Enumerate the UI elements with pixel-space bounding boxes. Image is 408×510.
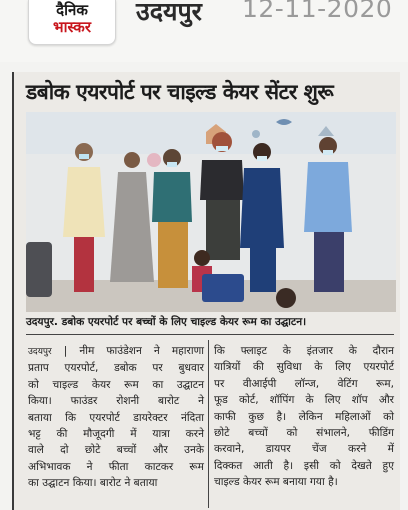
article-line: यात्रियों की सुविधा के लिए एयरपोर्ट [214,361,394,374]
article-line: वाले दो छोटे बच्चों और उनके [28,444,204,457]
clipping-left-rule [12,72,14,510]
article-line: कि फ्लाइट के इंतजार के दौरान [214,345,394,357]
event-photo [26,112,396,312]
newspaper-logo [28,0,116,45]
column-divider [208,340,209,508]
article-line: अभिभावक ने फीता काटकर रूम [28,460,204,473]
article-line: छोटे बच्चों को संभालने, फीडिंग [214,427,394,440]
article-column-1 [28,343,204,492]
article-column-2 [214,343,394,491]
article-line: उदयपुर | नीम फाउंडेशन ने महाराणा [28,345,204,357]
article-line: किया। फाउंडर रोशनी बारोट ने [28,395,204,408]
article-line: भट्ट की मौजूदगी में यात्रा करने [28,428,204,441]
article-line: प्रताप एयरपोर्ट, डबोक पर बुधवार [28,362,204,375]
header-bar [0,0,408,62]
article-headline: डबोक एयरपोर्ट पर चाइल्ड केयर सेंटर शुरू [26,80,334,104]
publish-date: 12-11-2020 [242,0,393,23]
photo-caption: उदयपुर. डबोक एयरपोर्ट पर बच्चों के लिए चाइल्ड केयर रूम का उद्घाटन। [26,316,307,328]
article-line: दिक्कत आती है। इसी को देखते हुए [214,459,394,472]
article-line: फूड कोर्ट, शॉपिंग के लिए शॉप और [214,394,394,407]
article-line: चाइल्ड केयर रूम बनाया गया है। [214,476,338,489]
caption-divider [26,334,394,335]
article-line: बताया कि एयरपोर्ट डायरेक्टर नंदिता [28,411,204,424]
article-line-text: नीम फाउंडेशन ने महाराणा [79,345,204,357]
article-line: करवाने, डायपर चेंज करने में [214,443,394,456]
article-line: पर वीआईपी लॉन्ज, वेटिंग रूम, [214,377,394,390]
logo-line2: भास्कर [53,18,91,36]
dateline: उदयपुर [28,347,52,357]
article-line: काफी कुछ है। लेकिन महिलाओं को [214,410,394,423]
article-line: को चाइल्ड केयर रूम का उद्घाटन [28,378,204,391]
logo-line1: दैनिक [56,1,88,19]
city-name: उदयपुर [136,0,202,26]
article-line: का उद्घाटन किया। बारोट ने बताया [28,477,158,490]
